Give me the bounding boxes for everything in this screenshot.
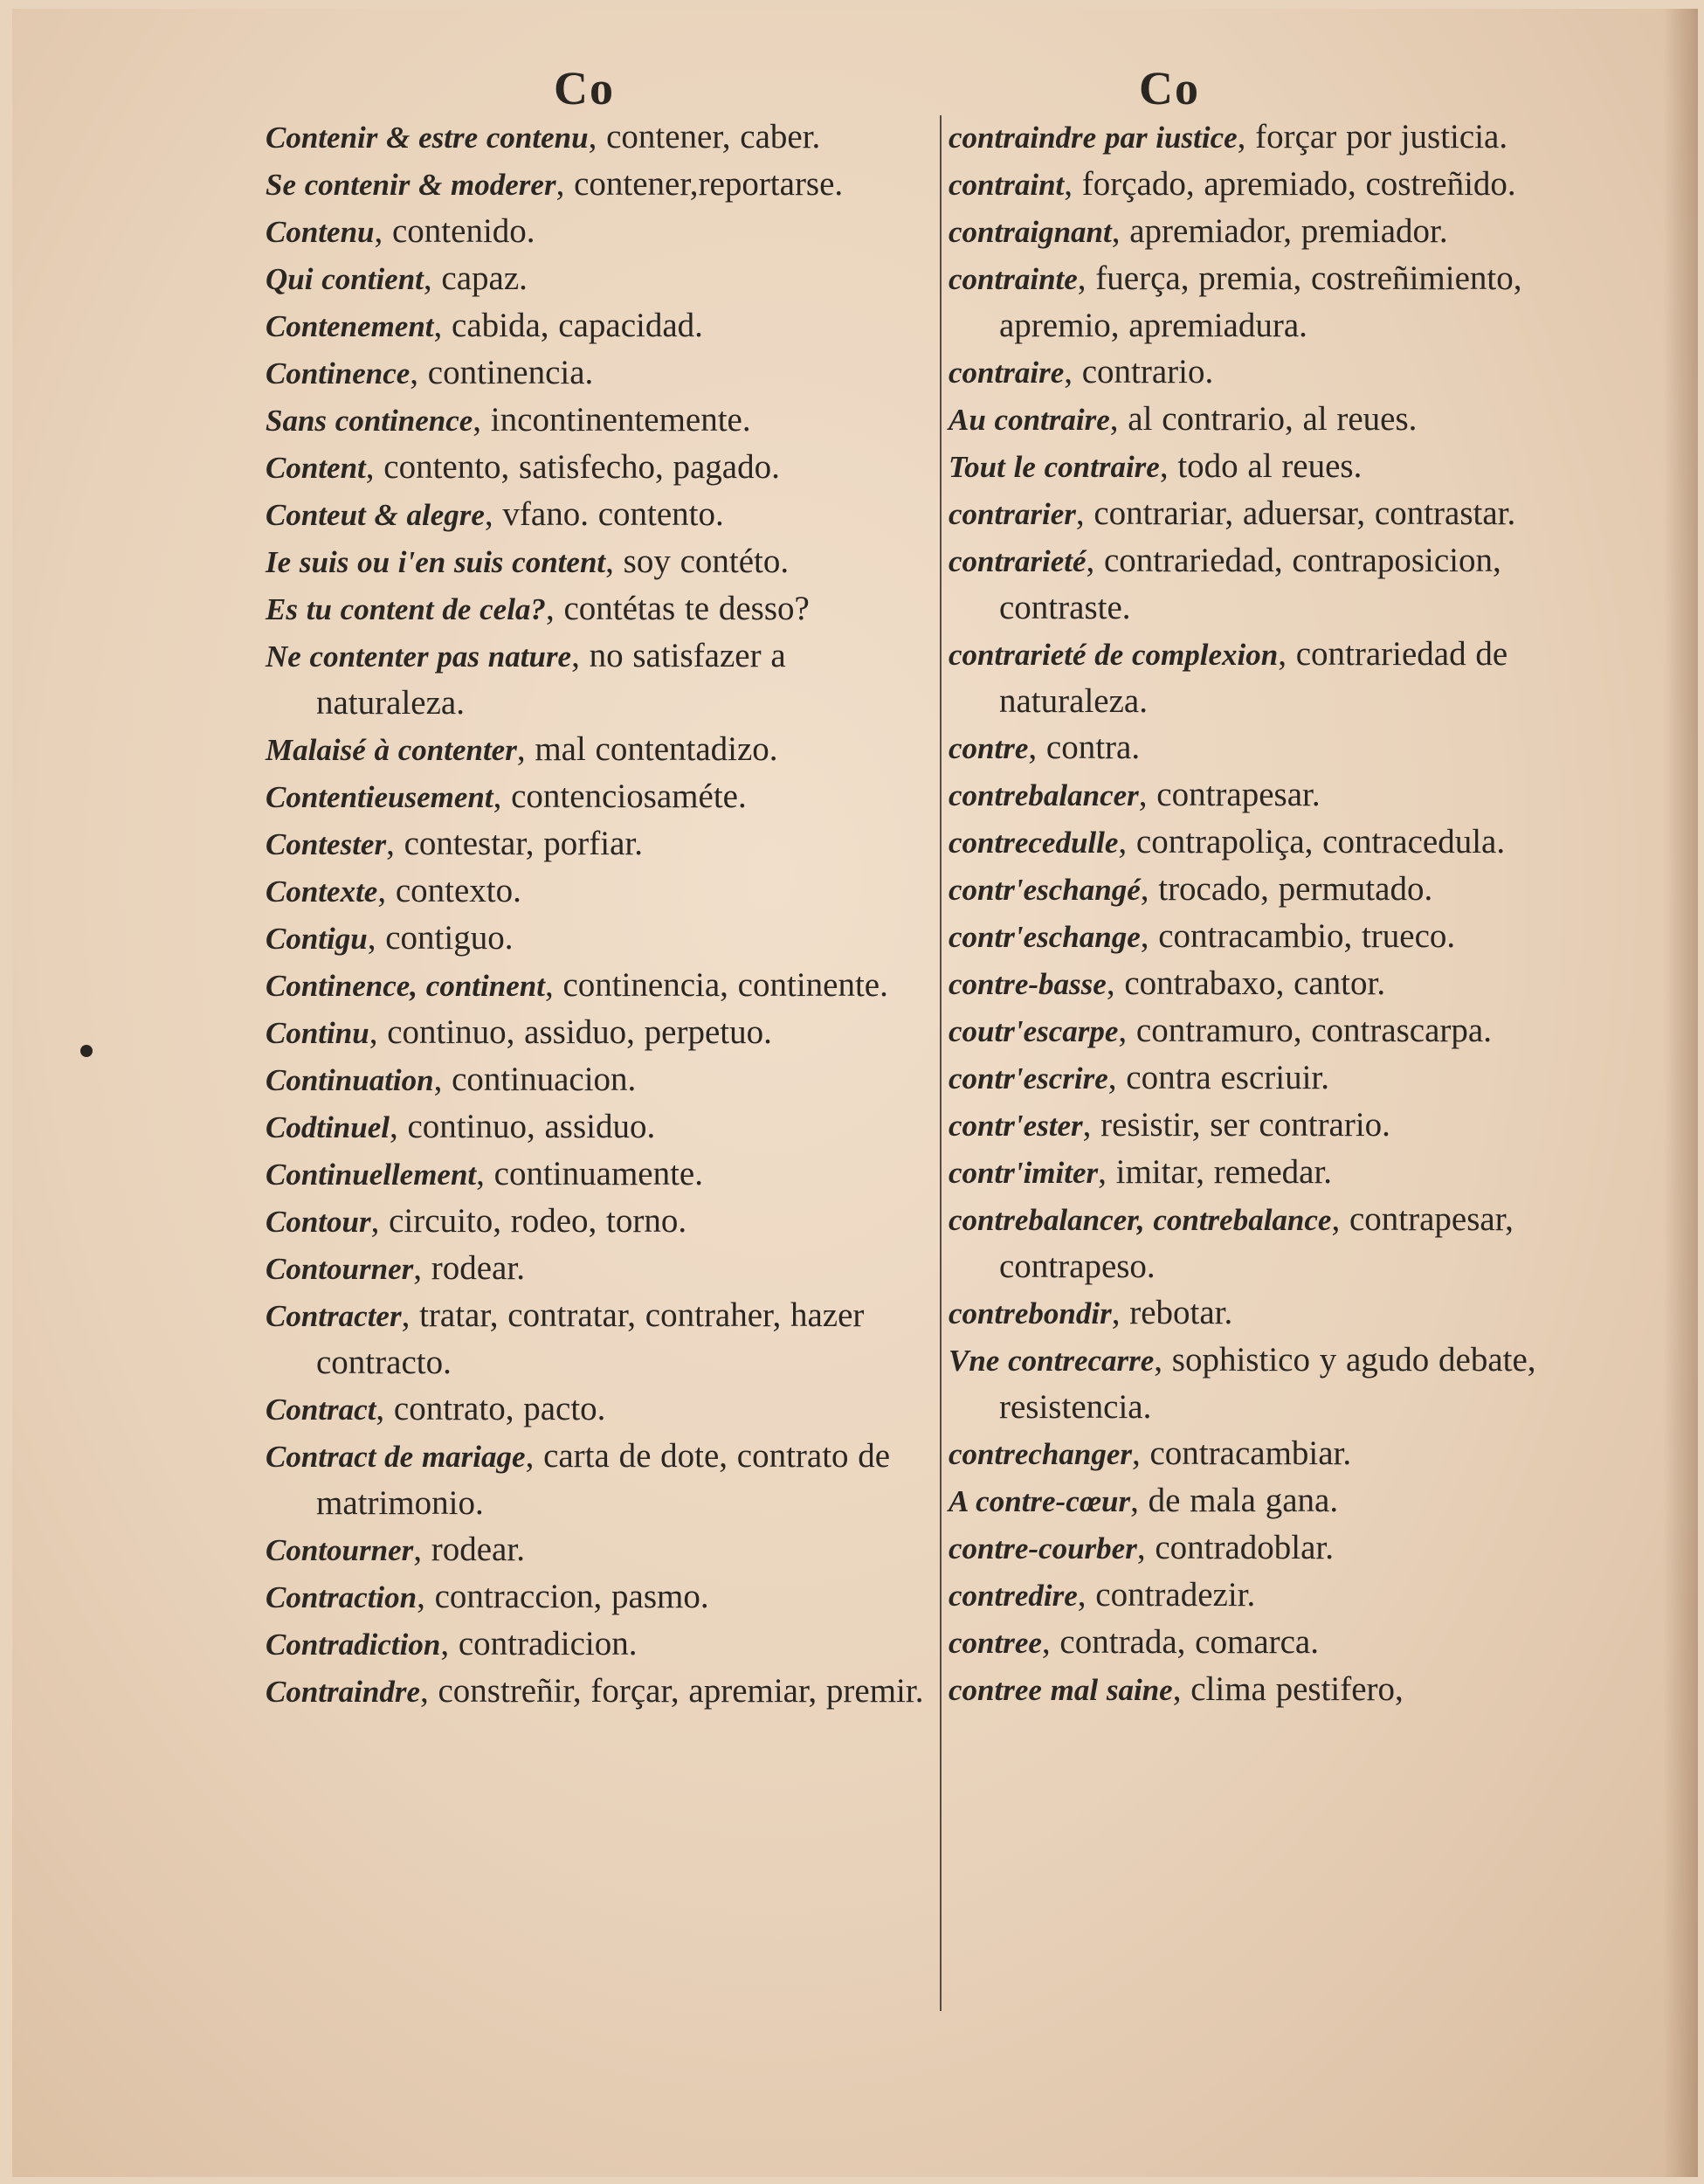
dictionary-entry: Contracter, tratar, contratar, contraher, hazer contracto. [266,1296,865,1381]
dictionary-entry: Continence, continencia. [266,354,594,391]
entry-definition: contiguo. [385,919,514,957]
dictionary-entry: Contourner, rodear. [266,1531,525,1568]
dictionary-entry: Vne contrecarre, sophistico y agudo debate, resistencia. [949,1341,1536,1426]
left-running-header: Co [554,62,615,114]
entry-headword: Qui contient [266,262,424,296]
entry-definition: contra escriuir. [1126,1059,1329,1096]
entry-definition: contrario. [1081,353,1214,390]
entry-headword: Contenement [266,309,434,343]
entry-headword: A contre-cœur [949,1484,1131,1518]
entry-definition: continencia, continente. [562,966,888,1004]
entry-definition: contracambio, trueco. [1158,917,1456,955]
dictionary-entry: Continuellement, continuamente. [266,1155,703,1192]
dictionary-entry: contraire, contrario. [949,353,1214,390]
dictionary-entry: contree, contrada, comarca. [949,1623,1319,1661]
entry-definition: contrabaxo, cantor. [1124,964,1386,1002]
entry-headword: Codtinuel [266,1110,390,1144]
entry-headword: Continuation [266,1063,434,1097]
entry-definition: contenciosaméte. [511,778,747,815]
entry-definition: continuo, assiduo, perpetuo. [387,1013,772,1051]
entry-definition: resistir, ser contrario. [1100,1106,1390,1144]
entry-headword: Continu [266,1016,369,1050]
entry-headword: Contourner [266,1533,414,1567]
dictionary-entry: contrainte, fuerça, premia, costreñimiento, apremio, apremiadura. [949,259,1522,344]
entry-definition: contestar, porfiar. [404,825,643,862]
entry-headword: Vne contrecarre [949,1344,1155,1378]
dictionary-entry: Contraindre, constreñir, forçar, apremiar, premir. [266,1672,924,1710]
dictionary-entry: contree mal saine, clima pestifero, [949,1670,1404,1708]
right-column [949,114,1621,1713]
entry-headword: Malaisé à contenter [266,733,517,767]
dictionary-entry: Continence, continent, continencia, continente. [266,966,888,1004]
entry-headword: Se contenir & moderer [266,168,556,202]
entry-headword: contraire [949,356,1065,390]
entry-definition: constreñir, forçar, apremiar, premir. [438,1672,924,1710]
dictionary-entry: contrarieté de complexion, contrariedad de naturaleza. [949,635,1508,720]
book-page [12,9,1698,2177]
entry-headword: contree mal saine [949,1673,1173,1707]
dictionary-entry: Contenu, contenido. [266,212,535,250]
entry-definition: contrapoliça, contracedula. [1135,823,1506,860]
dictionary-entry: Content, contento, satisfecho, pagado. [266,448,780,486]
entry-definition: contradoblar. [1155,1529,1334,1566]
entry-definition: trocado, permutado. [1158,870,1433,908]
entry-definition: forçar por justicia. [1255,118,1508,156]
entry-definition: contracambiar. [1149,1434,1352,1472]
entry-definition: contradezir. [1095,1576,1256,1614]
entry-definition: contexto. [395,872,521,909]
entry-definition: rodear. [431,1531,525,1568]
entry-definition: contrada, comarca. [1059,1623,1319,1661]
dictionary-entry: Es tu content de cela?, contétas te desso? [266,590,810,627]
entry-headword: Tout le contraire [949,450,1160,484]
entry-definition: capaz. [441,259,528,297]
dictionary-entry: Contentieusement, contenciosaméte. [266,778,747,815]
entry-definition: imitar, remedar. [1115,1153,1333,1191]
dictionary-entry: contrecedulle, contrapoliça, contracedula. [949,823,1506,860]
entry-headword: contree [949,1626,1042,1660]
entry-definition: todo al reues. [1177,447,1363,485]
entry-definition: soy contéto. [623,543,790,580]
entry-headword: Contourner [266,1252,414,1286]
dictionary-entry: contrebondir, rebotar. [949,1294,1233,1331]
dictionary-entry: Contenir & estre contenu, contener, caber. [266,118,821,156]
dictionary-entry: Codtinuel, continuo, assiduo. [266,1108,656,1145]
dictionary-entry: Au contraire, al contrario, al reues. [949,400,1418,438]
entry-definition: continuacion. [452,1061,637,1098]
entry-definition: vfano. contento. [502,495,724,533]
dictionary-entry: contr'eschange, contracambio, trueco. [949,917,1456,955]
dictionary-entry: contraignant, apremiador, premiador. [949,212,1448,250]
entry-headword: contraint [949,168,1065,202]
entry-definition: rodear. [431,1249,525,1287]
entry-definition: apremiador, premiador. [1129,212,1448,250]
dictionary-entry: contrebalancer, contrebalance, contrapesar, contrapeso. [949,1200,1514,1285]
entry-definition: contrapesar. [1156,776,1321,813]
dictionary-entry: Contradiction, contradicion. [266,1625,638,1662]
dictionary-entry: contre-courber, contradoblar. [949,1529,1334,1566]
dictionary-entry: contr'escrire, contra escriuir. [949,1059,1329,1096]
entry-definition: contrato, pacto. [393,1390,606,1427]
entry-definition: sophistico y agudo debate, resistencia. [999,1341,1536,1426]
entry-headword: contraindre par iustice [949,121,1238,155]
entry-definition: mal contentadizo. [535,730,778,768]
entry-headword: Contexte [266,874,378,909]
dictionary-entry: Contenement, cabida, capacidad. [266,307,703,344]
dictionary-entry: Contester, contestar, porfiar. [266,825,643,862]
dictionary-entry: contr'eschangé, trocado, permutado. [949,870,1433,908]
entry-definition: incontinentemente. [490,401,751,439]
entry-headword: Contenu [266,215,375,249]
entry-headword: contrebalancer [949,778,1139,812]
entry-headword: contr'eschange [949,920,1141,954]
entry-definition: continuo, assiduo. [407,1108,656,1145]
dictionary-entry: contre-basse, contrabaxo, cantor. [949,964,1386,1002]
entry-definition: contrapesar, contrapeso. [999,1200,1514,1285]
entry-headword: contrebalancer, contrebalance [949,1203,1332,1237]
entry-headword: Continence, continent [266,969,545,1003]
entry-definition: contento, satisfecho, pagado. [383,448,780,486]
entry-headword: Contracter [266,1299,402,1333]
entry-headword: contr'ester [949,1109,1083,1143]
dictionary-entry: contre, contra. [949,729,1141,766]
entry-headword: contrarieté [949,544,1087,578]
entry-definition: tratar, contratar, contraher, hazer contracto. [316,1296,865,1381]
entry-headword: contrarier [949,497,1076,531]
entry-headword: Contenir & estre contenu [266,121,589,155]
entry-headword: Content [266,451,366,485]
ink-speck [80,1045,93,1057]
entry-definition: de mala gana. [1148,1482,1339,1519]
page-edge-shadow [1663,9,1698,2177]
entry-definition: circuito, rodeo, torno. [389,1202,687,1240]
entry-definition: contener,reportarse. [574,165,844,203]
entry-headword: contrarieté de complexion [949,638,1279,672]
entry-headword: Ie suis ou i'en suis content [266,545,606,579]
dictionary-entry: contrechanger, contracambiar. [949,1434,1352,1472]
entry-headword: Contraindre [266,1675,420,1709]
dictionary-entry: Se contenir & moderer, contener,reportarse. [266,165,844,203]
entry-definition: carta de dote, contrato de matrimonio. [316,1437,891,1522]
dictionary-entry: Contexte, contexto. [266,872,521,909]
dictionary-entry: Qui contient, capaz. [266,259,528,297]
dictionary-entry: Continu, continuo, assiduo, perpetuo. [266,1013,772,1051]
entry-definition: contener, caber. [606,118,821,156]
dictionary-entry: contr'imiter, imitar, remedar. [949,1153,1333,1191]
entry-headword: contrainte [949,262,1078,296]
entry-headword: Contraction [266,1580,417,1614]
entry-headword: Continuellement [266,1158,477,1192]
dictionary-entry: Contour, circuito, rodeo, torno. [266,1202,687,1240]
entry-definition: contra. [1045,729,1141,766]
entry-definition: no satisfazer a naturaleza. [316,637,786,722]
dictionary-entry: Contract, contrato, pacto. [266,1390,606,1427]
dictionary-entry: Conteut & alegre, vfano. contento. [266,495,724,533]
entry-headword: coutr'escarpe [949,1014,1119,1048]
entry-definition: contrariar, aduersar, contrastar. [1093,494,1516,532]
entry-definition: contraccion, pasmo. [434,1578,709,1615]
entry-headword: contre-basse [949,967,1107,1001]
entry-headword: Au contraire [949,403,1110,437]
dictionary-entry: contredire, contradezir. [949,1576,1256,1614]
dictionary-entry: Tout le contraire, todo al reues. [949,447,1363,485]
dictionary-entry: contrebalancer, contrapesar. [949,776,1321,813]
right-running-header: Co [1139,62,1200,114]
entry-headword: Contentieusement [266,780,493,814]
dictionary-entry: coutr'escarpe, contramuro, contrascarpa. [949,1012,1492,1049]
entry-headword: Es tu content de cela? [266,592,546,626]
entry-definition: contrariedad de naturaleza. [999,635,1508,720]
dictionary-entry: Sans continence, incontinentemente. [266,401,751,439]
dictionary-entry: contrarier, contrariar, aduersar, contrastar. [949,494,1516,532]
entry-definition: cabida, capacidad. [452,307,703,344]
entry-headword: Conteut & alegre [266,498,485,532]
entry-headword: contr'escrire [949,1061,1108,1095]
entry-headword: contre-courber [949,1531,1137,1565]
entry-definition: forçado, apremiado, costreñido. [1081,165,1516,203]
left-column [266,114,938,1715]
entry-headword: Contract de mariage [266,1440,526,1474]
dictionary-entry: contraindre par iustice, forçar por justicia. [949,118,1508,156]
dictionary-entry: contrarieté, contrariedad, contraposicion, contraste. [949,542,1501,626]
entry-definition: contradicion. [458,1625,638,1662]
dictionary-entry: Contourner, rodear. [266,1249,525,1287]
entry-headword: Contigu [266,922,368,956]
entry-headword: contraignant [949,215,1112,249]
entry-definition: al contrario, al reues. [1128,400,1418,438]
dictionary-entry: Contract de mariage, carta de dote, contrato de matrimonio. [266,1437,891,1522]
dictionary-entry: Contraction, contraccion, pasmo. [266,1578,709,1615]
entry-definition: continuamente. [493,1155,703,1192]
dictionary-entry: Malaisé à contenter, mal contentadizo. [266,730,778,768]
dictionary-entry: Ne contenter pas nature, no satisfazer a naturaleza. [266,637,786,722]
entry-headword: Ne contenter pas nature [266,639,572,674]
entry-definition: contétas te desso? [563,590,810,627]
dictionary-entry: Continuation, continuacion. [266,1061,637,1098]
entry-definition: rebotar. [1129,1294,1233,1331]
dictionary-entry: contraint, forçado, apremiado, costreñido. [949,165,1516,203]
entry-definition: contrariedad, contraposicion, contraste. [999,542,1501,626]
dictionary-entry: Ie suis ou i'en suis content, soy contéto. [266,543,790,580]
entry-headword: Contester [266,827,387,861]
entry-headword: contr'eschangé [949,873,1141,907]
entry-headword: Contour [266,1205,371,1239]
entry-headword: Contradiction [266,1628,441,1662]
entry-definition: clima pestifero, [1190,1670,1404,1708]
entry-headword: contr'imiter [949,1156,1099,1190]
entry-headword: contre [949,731,1029,765]
entry-headword: Continence [266,356,410,390]
entry-definition: fuerça, premia, costreñimiento, apremio, apremiadura. [999,259,1522,344]
entry-definition: continencia. [427,354,594,391]
dictionary-entry: Contigu, contiguo. [266,919,514,957]
entry-definition: contenido. [392,212,535,250]
entry-definition: contramuro, contrascarpa. [1135,1012,1492,1049]
entry-headword: Sans continence [266,404,473,438]
entry-headword: contrebondir [949,1296,1112,1330]
entry-headword: Contract [266,1393,376,1427]
entry-headword: contredire [949,1579,1078,1613]
entry-headword: contrechanger [949,1437,1132,1471]
column-divider [940,115,942,2011]
dictionary-entry: contr'ester, resistir, ser contrario. [949,1106,1390,1144]
dictionary-entry: A contre-cœur, de mala gana. [949,1482,1339,1519]
entry-headword: contrecedulle [949,826,1119,860]
